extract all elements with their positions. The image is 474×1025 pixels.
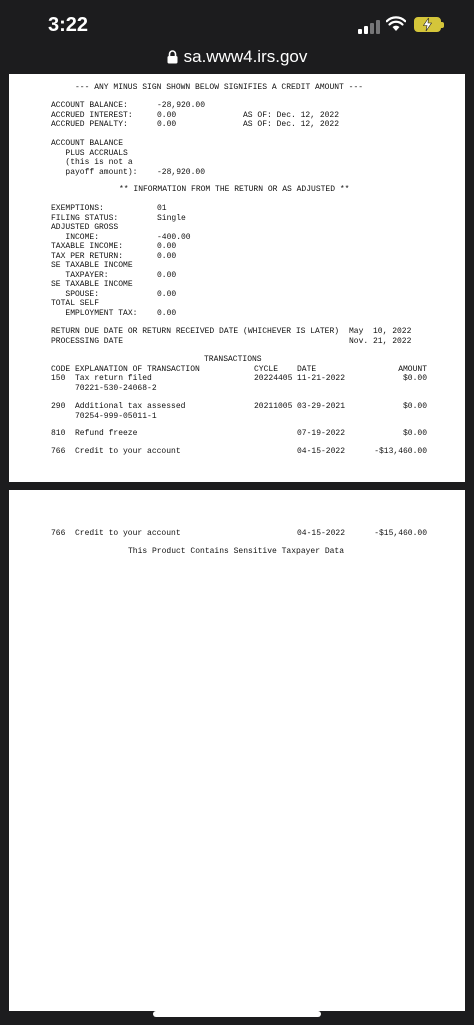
transaction-code: 810: [51, 429, 66, 438]
transaction-date: 04-15-2022: [297, 529, 346, 538]
info-label: INCOME:: [51, 232, 100, 242]
transaction-reference: 70221-530-24068-2: [75, 383, 157, 393]
transaction-code: 766: [51, 447, 66, 456]
payoff-line: (this is not a: [51, 158, 133, 167]
home-indicator[interactable]: [153, 1011, 321, 1017]
transaction-date: 04-15-2022: [297, 447, 346, 456]
transactions-heading: TRANSACTIONS: [204, 355, 262, 364]
lock-icon: [167, 50, 178, 64]
transaction-explanation: Credit to your account: [75, 447, 181, 456]
transaction-cycle: 20211005: [254, 402, 293, 411]
credit-notice: --- ANY MINUS SIGN SHOWN BELOW SIGNIFIES A CREDIT AMOUNT ---: [75, 83, 364, 92]
info-label: TOTAL SELF: [51, 299, 100, 308]
info-label: EXEMPTIONS:: [51, 204, 104, 213]
transaction-date: 07-19-2022: [297, 429, 346, 438]
info-label: SE TAXABLE INCOME: [51, 280, 133, 289]
penalty-as-of: AS OF: Dec. 12, 2022: [243, 120, 340, 129]
info-value: 01: [157, 204, 167, 213]
transaction-explanation: Refund freeze: [75, 429, 138, 438]
transaction-amount: -$13,460.00: [374, 447, 427, 456]
transaction-date: 03-29-2021: [297, 402, 346, 411]
info-value: -400.00: [157, 232, 191, 242]
interest-as-of: AS OF: Dec. 12, 2022: [243, 110, 340, 120]
transaction-code: 766: [51, 529, 66, 538]
processing-date-value: Nov. 21, 2022: [349, 336, 412, 346]
transaction-amount: $0.00: [402, 374, 427, 383]
charging-bolt-icon: [420, 17, 435, 32]
info-label: TAXABLE INCOME:: [51, 242, 124, 251]
transaction-code: 290: [51, 402, 66, 411]
balance-value: -28,920.00: [157, 101, 206, 110]
transaction-date: 11-21-2022: [297, 374, 346, 383]
payoff-line: PLUS ACCRUALS: [51, 148, 128, 158]
penalty-value: 0.00: [157, 120, 177, 129]
info-label: FILING STATUS:: [51, 213, 119, 223]
due-date-label: RETURN DUE DATE OR RETURN RECEIVED DATE (WHICHEVER IS LATER): [51, 327, 340, 336]
info-label: SE TAXABLE INCOME: [51, 261, 133, 270]
info-label: ADJUSTED GROSS: [51, 223, 119, 232]
document-page-1: [9, 74, 465, 482]
interest-label: ACCRUED INTEREST:: [51, 110, 133, 120]
transaction-explanation: Additional tax assessed: [75, 402, 186, 411]
due-date-value: May 10, 2022: [349, 327, 412, 336]
transaction-explanation: Tax return filed: [75, 374, 152, 383]
transaction-cycle: 20224405: [254, 374, 293, 383]
info-value: 0.00: [157, 251, 177, 261]
payoff-line: payoff amount):: [51, 167, 138, 177]
column-amount: AMOUNT: [398, 364, 427, 374]
processing-date-label: PROCESSING DATE: [51, 336, 124, 346]
info-label: TAX PER RETURN:: [51, 251, 124, 261]
payoff-line: ACCOUNT BALANCE: [51, 139, 124, 148]
column-cycle: CYCLE: [254, 364, 279, 374]
transaction-amount: $0.00: [402, 402, 427, 411]
payoff-value: -28,920.00: [157, 167, 206, 177]
info-value: 0.00: [157, 270, 177, 280]
info-label: EMPLOYMENT TAX:: [51, 308, 138, 318]
interest-value: 0.00: [157, 110, 177, 120]
penalty-label: ACCRUED PENALTY:: [51, 120, 128, 129]
status-time: 3:22: [48, 14, 89, 36]
info-heading: ** INFORMATION FROM THE RETURN OR AS ADJUSTED **: [119, 185, 350, 194]
info-label: SPOUSE:: [51, 289, 100, 299]
column-date: DATE: [297, 364, 317, 374]
transaction-reference: 70254-999-05011-1: [75, 411, 157, 421]
balance-label: ACCOUNT BALANCE:: [51, 101, 128, 110]
url-text: sa.www4.irs.gov: [183, 47, 308, 66]
info-value: 0.00: [157, 289, 177, 299]
address-bar[interactable]: [0, 44, 474, 74]
transaction-amount: -$15,460.00: [374, 529, 427, 538]
info-label: TAXPAYER:: [51, 270, 109, 280]
battery-cap: [441, 22, 444, 28]
status-bar: [0, 0, 474, 44]
column-code: CODE: [51, 364, 71, 374]
cellular-signal-icon: [358, 20, 380, 34]
info-value: Single: [157, 213, 186, 223]
transaction-explanation: Credit to your account: [75, 529, 181, 538]
transaction-amount: $0.00: [402, 429, 427, 438]
document-page-2: [9, 490, 465, 1011]
column-explanation: EXPLANATION OF TRANSACTION: [75, 364, 200, 374]
transaction-code: 150: [51, 374, 66, 383]
info-value: 0.00: [157, 308, 177, 318]
sensitive-data-notice: This Product Contains Sensitive Taxpayer Data: [128, 547, 345, 556]
info-value: 0.00: [157, 242, 177, 251]
wifi-icon: [386, 16, 406, 32]
